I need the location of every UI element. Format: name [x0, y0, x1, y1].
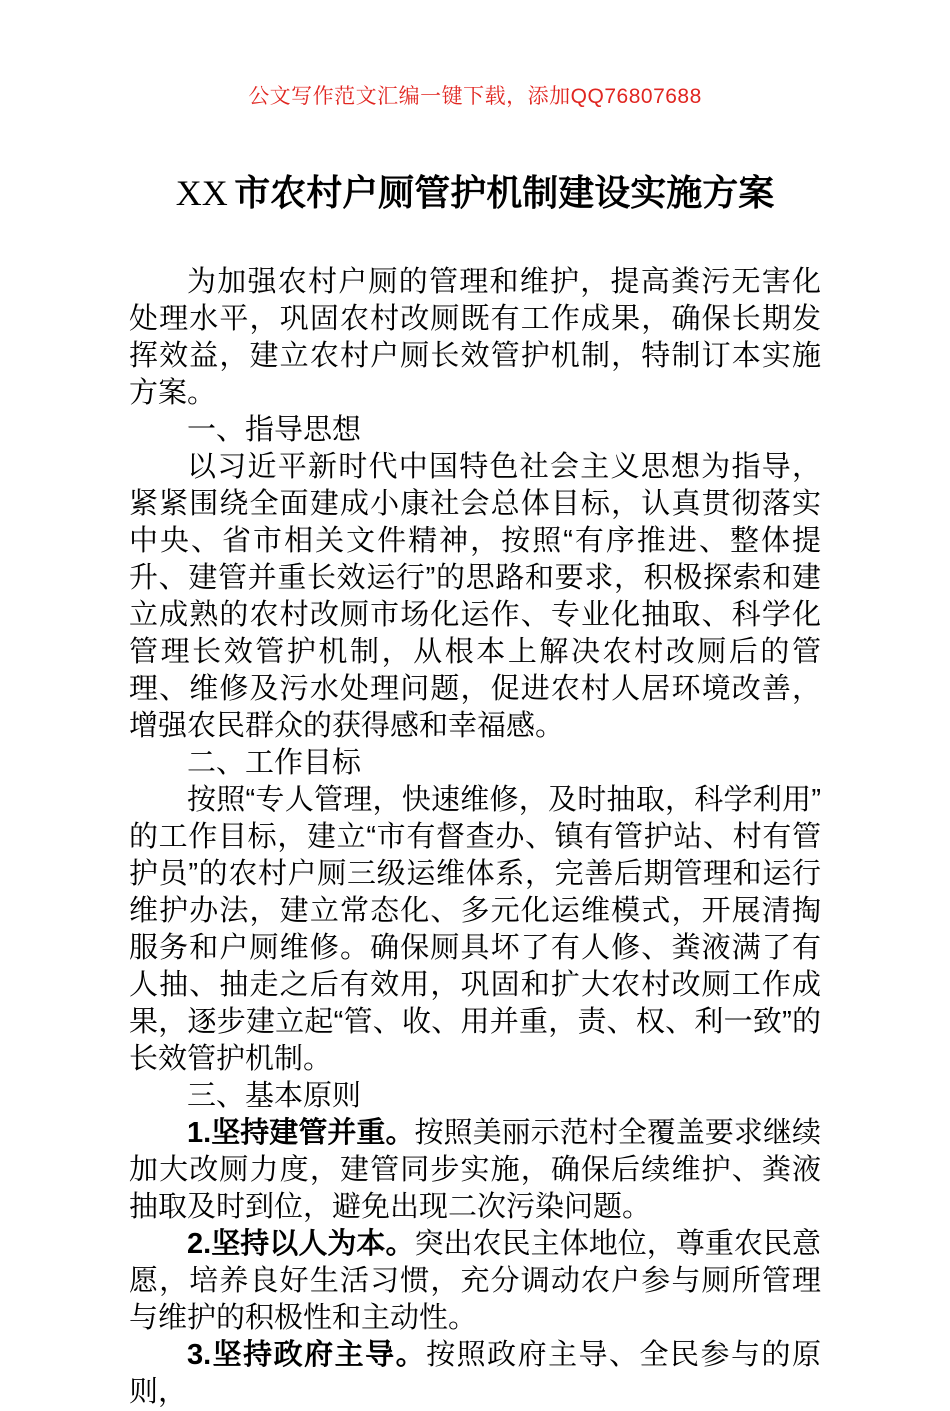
promo-notice: 公文写作范文汇编一键下载，添加QQ76807688 [248, 85, 702, 108]
section-heading: 一、指导思想 [187, 414, 362, 446]
document-title [0, 170, 950, 216]
paragraph: 为加强农村户厕的管理和维护，提高粪污无害化处理水平，巩固农村改厕既有工作成果，确保长期发挥效益，建立农村户厕长效管护机制，特制订本实施方案。 [129, 266, 821, 409]
paragraph-lead: 3.坚持政府主导。 [187, 1339, 427, 1371]
document-body [129, 264, 821, 1411]
document-title-main: 市农村户厕管护机制建设实施方案 [234, 172, 775, 213]
paragraph: 按照“专人管理，快速维修，及时抽取，科学利用”的工作目标，建立“市有督查办、镇有管护站、村有管护员”的农村户厕三级运维体系，完善后期管理和运行维护办法，建立常态化、多元化运维模式，开展清掏服务和户厕维修。确保厕具坏了有人修、粪液满了有人抽、抽走之后有效用，巩固和扩大农村改厕工作成果，逐步建立起“管、收、用并重，责、权、利一致”的长效管护机制。 [129, 784, 821, 1075]
section-heading: 二、工作目标 [187, 747, 362, 779]
paragraph: 以习近平新时代中国特色社会主义思想为指导，紧紧围绕全面建成小康社会总体目标，认真贯彻落实中央、省市相关文件精神，按照“有序推进、整体提升、建管并重长效运行”的思路和要求，积极探索和建立成熟的农村改厕市场化运作、专业化抽取、科学化管理长效管护机制，从根本上解决农村改厕后的管理、维修及污水处理问题，促进农村人居环境改善，增强农民群众的获得感和幸福感。 [129, 451, 821, 742]
paragraph-lead: 2.坚持以人为本。 [187, 1228, 415, 1260]
section-heading: 三、基本原则 [187, 1080, 362, 1112]
paragraph: 3.坚持政府主导。按照政府主导、全民参与的原则， [129, 1339, 821, 1408]
document-title-latin-prefix: XX [175, 173, 228, 213]
paragraph: 2.坚持以人为本。突出农民主体地位，尊重农民意愿，培养良好生活习惯，充分调动农户参与厕所管理与维护的积极性和主动性。 [129, 1228, 821, 1334]
paragraph-lead: 1.坚持建管并重。 [187, 1117, 415, 1149]
paragraph: 1.坚持建管并重。按照美丽示范村全覆盖要求继续加大改厕力度，建管同步实施，确保后续维护、粪液抽取及时到位，避免出现二次污染问题。 [129, 1117, 821, 1223]
